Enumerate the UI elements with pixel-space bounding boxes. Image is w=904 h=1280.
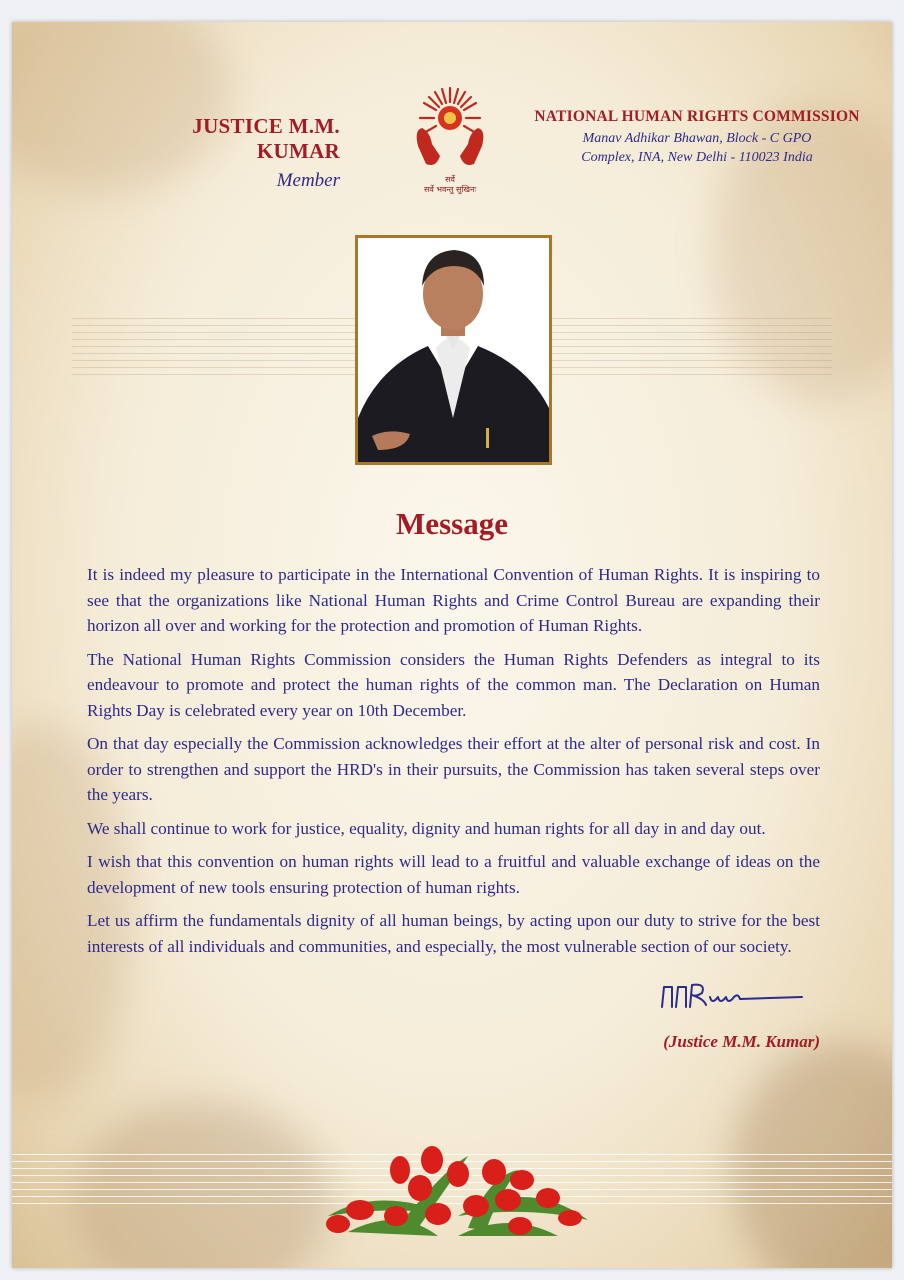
member-photo xyxy=(355,235,552,465)
message-title: Message xyxy=(396,506,508,541)
signature-mark xyxy=(652,977,812,1017)
message-paragraph: It is indeed my pleasure to participate in the International Convention of Human Rights. It is inspiring to see that the organizations like National Human Rights and Crime Control Bureau are expanding their horizon all over and working for the protection and promotion of Human Rights. xyxy=(87,565,820,635)
address-line-2: Complex, INA, New Delhi - 110023 India xyxy=(581,150,813,165)
letter-page xyxy=(12,22,892,1268)
message-paragraph: The National Human Rights Commission considers the Human Rights Defenders as integral to its endeavour to promote and protect the human rights of the common man. The Declaration on Human Rights Day is celebrated every year on 10th December. xyxy=(87,649,820,720)
message-paragraph: Let us affirm the fundamentals dignity of all human beings, by acting upon our duty to strive for the best interests of all individuals and communities, and especially, the most vulnerable section of our society. xyxy=(87,911,820,956)
member-role: Member xyxy=(276,170,340,191)
address-line-1: Manav Adhikar Bhawan, Block - C GPO xyxy=(582,131,812,146)
message-paragraph: We shall continue to work for justice, equality, dignity and human rights for all day in and day out. xyxy=(87,818,766,838)
nhrc-logo-icon xyxy=(410,84,490,196)
message-paragraph: I wish that this convention on human rights will lead to a fruitful and valuable exchange of ideas on the development of new tools ensuring protection of human rights. xyxy=(87,852,820,897)
message-body xyxy=(87,562,820,967)
tulip-flowers-icon xyxy=(308,1136,598,1246)
organization-block xyxy=(527,108,867,167)
member-block xyxy=(108,114,340,192)
message-paragraph: On that day especially the Commission acknowledges their effort at the alter of personal risk and cost. In order to strengthen and support the HRD's in their pursuits, the Commission has taken several steps over the years. xyxy=(87,734,820,804)
signature-name: (Justice M.M. Kumar) xyxy=(663,1032,820,1051)
svg-text:सर्वे: सर्वे xyxy=(445,175,455,184)
logo-motto: सर्वे भवन्तु सुखिनः xyxy=(423,185,477,194)
organization-name: NATIONAL HUMAN RIGHTS COMMISSION xyxy=(534,108,860,125)
member-name: JUSTICE M.M. KUMAR xyxy=(192,114,340,163)
